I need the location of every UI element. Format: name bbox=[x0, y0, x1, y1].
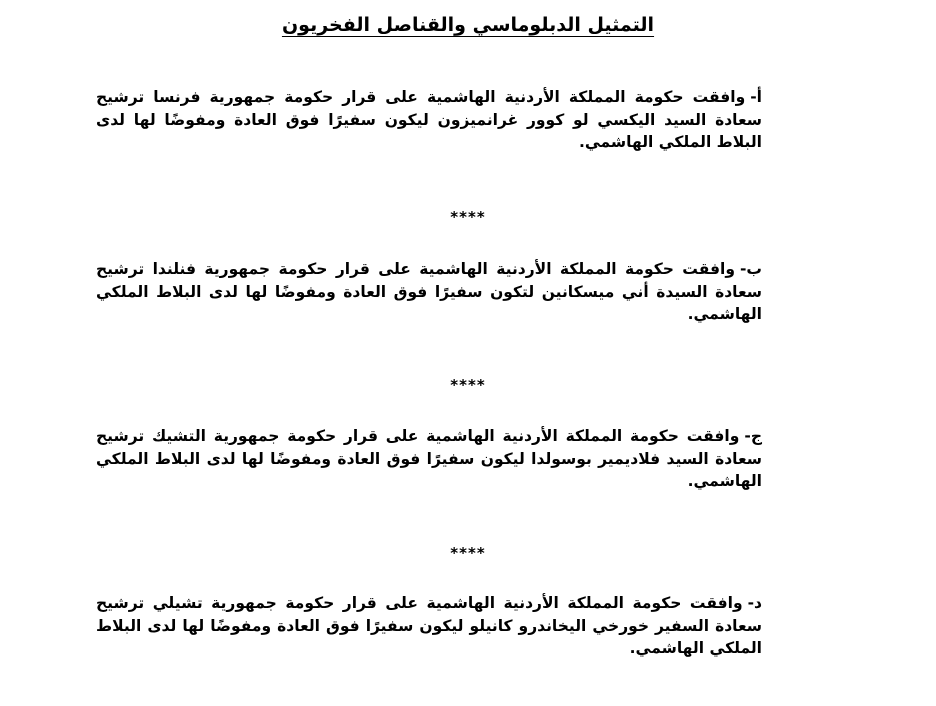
item-letter: د- bbox=[747, 594, 762, 612]
paragraph-b bbox=[96, 258, 762, 326]
separator-stars: **** bbox=[450, 376, 486, 394]
item-text: وافقت حكومة المملكة الأردنية الهاشمية على قرار حكومة جمهورية فنلندا ترشيح سعادة السيدة أني ميسكانين لتكون سفيرًا فوق العادة ومفوضًا لها لدى البلاط الملكي الهاشمي. bbox=[96, 260, 762, 323]
item-letter: أ- bbox=[750, 88, 762, 106]
separator-stars: **** bbox=[450, 544, 486, 562]
item-text: وافقت حكومة المملكة الأردنية الهاشمية على قرار حكومة جمهورية فرنسا ترشيح سعادة السيد اليكسي لو كوور غرانميزون ليكون سفيرًا فوق العادة ومفوضًا لها لدى البلاط الملكي الهاشمي. bbox=[96, 88, 762, 151]
item-text: وافقت حكومة المملكة الأردنية الهاشمية على قرار حكومة جمهورية التشيك ترشيح سعادة السيد فلاديمير بوسولدا ليكون سفيرًا فوق العادة ومفوضًا لها لدى البلاط الملكي الهاشمي. bbox=[96, 427, 762, 490]
item-text: وافقت حكومة المملكة الأردنية الهاشمية على قرار حكومة جمهورية تشيلي ترشيح سعادة السفير خورخي اليخاندرو كانيلو ليكون سفيرًا فوق العادة ومفوضًا لها لدى البلاط الملكي الهاشمي. bbox=[96, 594, 762, 657]
separator-stars: **** bbox=[450, 208, 486, 226]
paragraph-a bbox=[96, 86, 762, 154]
item-letter: ج- bbox=[744, 427, 762, 445]
page-title: التمثيل الدبلوماسي والقناصل الفخريون bbox=[281, 14, 655, 36]
item-letter: ب- bbox=[739, 260, 762, 278]
paragraph-c bbox=[96, 425, 762, 493]
paragraph-d bbox=[96, 592, 762, 660]
